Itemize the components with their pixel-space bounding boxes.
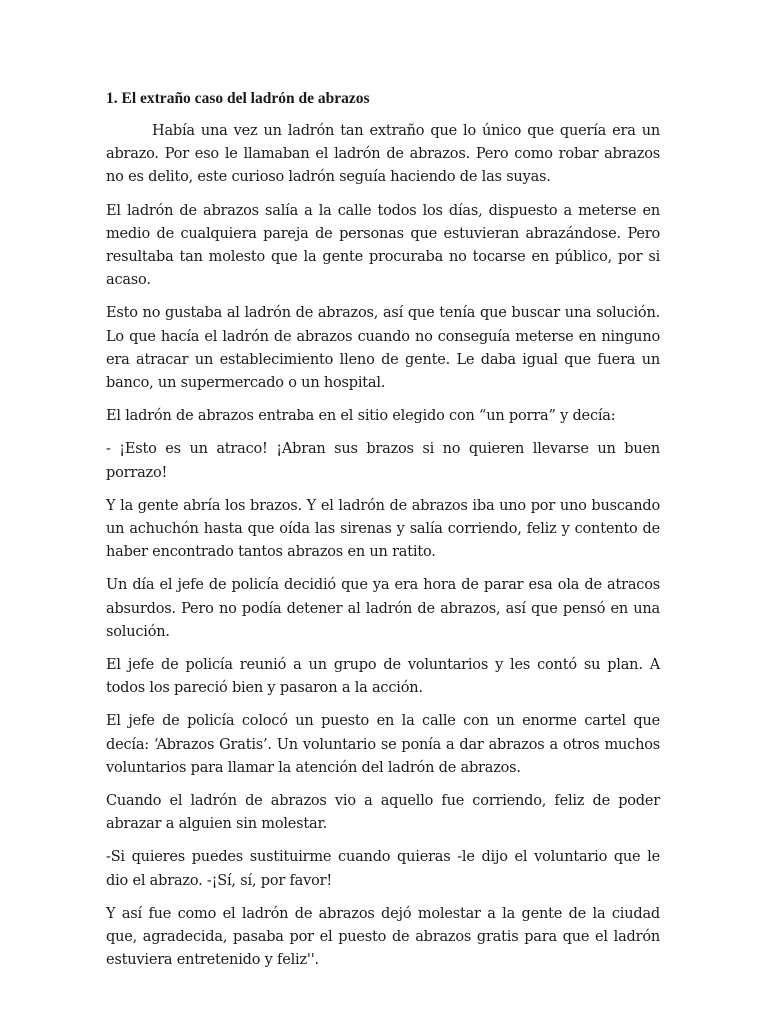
paragraph: El ladrón de abrazos entraba en el sitio elegido con “un porra” y decía: <box>106 408 616 425</box>
paragraph: El jefe de policía reunió a un grupo de voluntarios y les contó su plan. A todos los pareció bien y pasaron a la acción. <box>106 657 660 697</box>
page-title: 1. El extraño caso del ladrón de abrazos <box>106 90 370 107</box>
paragraph: El ladrón de abrazos salía a la calle todos los días, dispuesto a meterse en medio de cualquiera pareja de personas que estuvieran abrazándose. Pero resultaba tan molesto que la gente procuraba no tocarse en público, por si acaso. <box>106 202 660 289</box>
paragraph: -Si quieres puedes sustituirme cuando quieras -le dijo el voluntario que le dio el abrazo. -¡Sí, sí, por favor! <box>106 849 660 889</box>
paragraph: Y así fue como el ladrón de abrazos dejó molestar a la gente de la ciudad que, agradecida, pasaba por el puesto de abrazos gratis para que el ladrón estuviera entretenido y feliz''. <box>106 905 660 969</box>
paragraph: - ¡Esto es un atraco! ¡Abran sus brazos si no quieren llevarse un buen porrazo! <box>106 441 660 481</box>
paragraph: El jefe de policía colocó un puesto en la calle con un enorme cartel que decía: ‘Abrazos Gratis’. Un voluntario se ponía a dar abrazos a otros muchos voluntarios para llamar la atención del ladrón de abrazos. <box>106 713 660 776</box>
document-page <box>106 88 660 983</box>
paragraph: Esto no gustaba al ladrón de abrazos, así que tenía que buscar una solución. Lo que hacía el ladrón de abrazos cuando no conseguía meterse en ninguno era atracar un establecimiento lleno de gente. Le daba igual que fuera un banco, un supermercado o un hospital. <box>106 305 660 392</box>
paragraph: Cuando el ladrón de abrazos vio a aquello fue corriendo, feliz de poder abrazar a alguien sin molestar. <box>106 793 660 833</box>
paragraph: Había una vez un ladrón tan extraño que lo único que quería era un abrazo. Por eso le llamaban el ladrón de abrazos. Pero como robar abrazos no es delito, este curioso ladrón seguía haciendo de las suyas. <box>106 123 660 186</box>
paragraph: Un día el jefe de policía decidió que ya era hora de parar esa ola de atracos absurdos. Pero no podía detener al ladrón de abrazos, así que pensó en una solución. <box>106 577 660 640</box>
paragraph: Y la gente abría los brazos. Y el ladrón de abrazos iba uno por uno buscando un achuchón hasta que oída las sirenas y salía corriendo, feliz y contento de haber encontrado tantos abrazos en un ratito. <box>106 497 660 561</box>
